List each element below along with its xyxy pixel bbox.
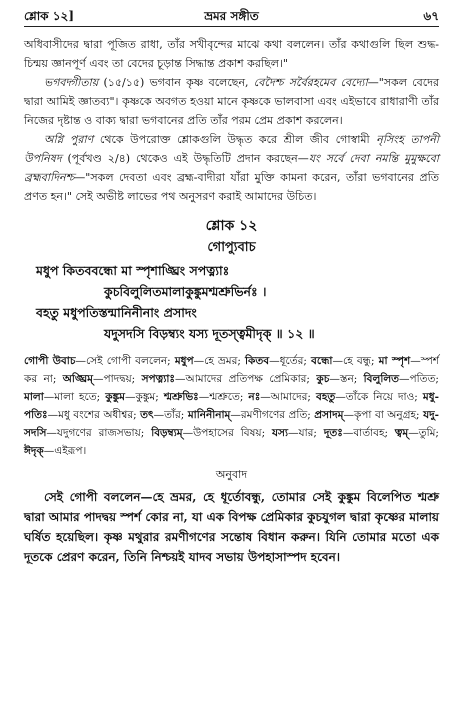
synonym-meaning: —তাঁকে নিয়ে দাও; (335, 391, 423, 403)
synonym-word: দূতঃ (323, 427, 343, 439)
synonym-meaning: —উপহাসের বিষয়; (182, 427, 272, 439)
synonym-meaning: —আমাদের প্রতিপক্ষ প্রেমিকার; (175, 373, 317, 385)
translation-text: সেই গোপী বললেন—হে ভ্রমর, হে ধূর্তোবন্ধু, তোমার সেই কুঙ্কুম বিলেপিত শ্মশ্রু দ্বারা আমার পাদদ্বয় স্পর্শ কোর না, যা এক বিপক্ষ প্রেমিকার কুচযুগল দ্বারা কৃষ্ণের মালায় ঘর্ষিত হয়েছিল। কৃষ্ণ মথুরার রমণীগণের সন্তোষ বিধান করুন। যিনি তোমার মতো এক দূতকে প্রেরণ করেন, তিনি নিশ্চয়ই যাদব সভায় উপহাসাস্পদ হবেন। (24, 490, 439, 564)
verse-line: মধুপ কিতববন্ধো মা স্পৃশাঙ্ঘ্রিং সপত্ন্যাঃ (36, 263, 230, 278)
purport-paragraph-1 (24, 35, 439, 73)
sanskrit-quote: বেদৈশ্চ সর্বৈরহমেব বেদ্যো (253, 76, 368, 89)
synonym-word: গোপী উবাচ (24, 355, 76, 367)
purport-text: —"সকল দেবতা এবং ব্রহ্ম-বাদীরা যাঁরা মুক্তি কামনা করেন, তাঁরা ভগবানের প্রতি প্রণত হন।" সেই অভীষ্ট লাভের পথ অনুসরণ করাই আমাদের উচিত। (24, 171, 439, 203)
synonym-word: প্রসাদম্ (314, 409, 344, 421)
running-header (24, 4, 439, 26)
purport-text: থেকে উপরোক্ত শ্লোকগুলি উদ্ধৃত করে শ্রীল জীব গোস্বামী (93, 133, 377, 146)
synonym-word: অঙ্ঘ্রিম্ (62, 373, 94, 385)
synonym-meaning: —শ্মশ্রুতে; (198, 391, 249, 403)
synonym-word: ত্বম্ (394, 427, 409, 439)
book-page (0, 4, 461, 719)
synonym-word: তৎ (140, 409, 154, 421)
synonym-meaning: —স্পর্শ কর না; (24, 355, 439, 385)
sloka-speaker: গোপ্যুবাচ (207, 240, 256, 255)
verse-line: যদুসদসি বিড়ম্ব্যং যস্য দূতস্ত্বমীদৃক্ ॥ ১২ ॥ (104, 326, 315, 341)
synonym-word: বহতু (316, 391, 336, 403)
synonym-meaning: —ধূর্তের; (269, 355, 312, 367)
book-reference: ভগবদ্গীতায় (44, 76, 99, 89)
synonym-meaning: —যদুগণের রাজসভায়; (46, 427, 152, 439)
synonym-meaning: —সেই গোপী বললেন; (75, 355, 175, 367)
synonym-word: বিড়ম্ব্যম্ (151, 427, 183, 439)
synonym-word: কুঙ্কুম (105, 391, 125, 403)
synonym-meaning: —এইরূপ। (43, 445, 87, 457)
synonym-word: মা স্পৃশ (378, 355, 411, 367)
synonym-word: কুচ (316, 373, 330, 385)
synonym-word: মানিনীনাম্ (187, 409, 231, 421)
verse-line: বহতু মধুপতিস্তন্মানিনীনাং প্রসাদং (36, 305, 197, 320)
book-reference: অগ্নি পুরাণ (44, 133, 94, 146)
purport-text: (১৫/১৫) ভগবান কৃষ্ণ বলেছেন, (98, 76, 254, 89)
synonym-meaning: —মালা হতে; (43, 391, 106, 403)
purport-paragraph-3 (24, 130, 439, 206)
page-number: ৬৭ (423, 9, 439, 23)
synonym-meaning: —কৃপা বা অনুগ্রহ; (343, 409, 424, 421)
purport-text: অধিবাসীদের দ্বারা পূজিত রাধা, তাঁর সখীবৃন্দের মাঝে কথা বললেন। তাঁর কথাগুলি ছিল শুদ্ধ-চিন্ময় জ্ঞানপূর্ণ এবং তা বেদের চূড়ান্ত সিদ্ধান্ত প্রকাশ করছিল।" (24, 38, 439, 70)
synonym-word: যদু-সদসি (24, 409, 439, 439)
synonym-meaning: —হে ভ্রমর; (193, 355, 246, 367)
synonym-word: মধুপ (174, 355, 194, 367)
synonym-meaning: —রমণীগণের প্রতি; (230, 409, 315, 421)
synonym-meaning: —যার; (288, 427, 324, 439)
synonym-meaning: —স্তন; (329, 373, 364, 385)
header-chapter-title: ভ্রমর সঙ্গীত (204, 9, 259, 23)
translation-title: অনুবাদ (215, 468, 248, 481)
synonym-meaning: —কুঙ্কুম; (125, 391, 164, 403)
sloka-title: শ্লোক ১২ (205, 218, 258, 234)
sloka-verse (24, 260, 439, 344)
synonym-word: কিতব (245, 355, 270, 367)
word-for-word-synonyms (24, 352, 439, 460)
synonym-meaning: —আমাদের; (260, 391, 317, 403)
synonym-word: যস্য (272, 427, 289, 439)
synonym-word: বন্ধো (311, 355, 333, 367)
synonym-word: মালা (24, 391, 44, 403)
synonym-word: শ্মশ্রুভিঃ (163, 391, 199, 403)
synonym-word: সপত্ন্যাঃ (141, 373, 176, 385)
synonym-meaning: —মধু বংশের অধীশ্বর; (47, 409, 141, 421)
synonym-meaning: —তুমি; (408, 427, 439, 439)
purport-text: (পূর্বখণ্ড ২/৪) থেকেও এই উদ্ধৃতিটি প্রদান করছেন— (61, 152, 309, 165)
synonym-word: বিলুলিত (363, 373, 400, 385)
synonym-word: নঃ (248, 391, 261, 403)
sanskrit-quote: যং সর্বে দেবা নমন্তি মুমুক্ষবো ব্রহ্মবাদিনশ্চ (24, 152, 440, 184)
book-reference: নৃসিংহ তাপনী উপনিষদ (24, 133, 439, 165)
synonym-meaning: —তাঁর; (153, 409, 188, 421)
purport-paragraph-2 (24, 73, 439, 130)
synonym-word: ঈদৃক্ (24, 445, 44, 457)
verse-line: কুচবিলুলিতমালাকুঙ্কুমশ্মশ্রুভির্নঃ । (104, 284, 267, 299)
synonym-meaning: —হে বন্ধু; (332, 355, 379, 367)
synonym-meaning: —পতিত; (399, 373, 439, 385)
synonym-meaning: —বার্তাবহ; (342, 427, 395, 439)
synonym-word: মধু-পতিঃ (24, 391, 439, 421)
purport-text: —"সকল বেদের দ্বারা আমিই জ্ঞাতব্য"। কৃষ্ণকে অবগত হওয়া মানে কৃষ্ণকে ভালবাসা এবং এইভাবে রাধারাণী তাঁর নিজের দৃষ্টান্ত ও বাক্য দ্বারা ভগবানের প্রতি তাঁর পরম প্রেম প্রকাশ করলেন। (24, 76, 439, 127)
header-verse-ref: শ্লোক ১২] (24, 9, 75, 23)
synonym-meaning: —পাদদ্বয়; (93, 373, 142, 385)
